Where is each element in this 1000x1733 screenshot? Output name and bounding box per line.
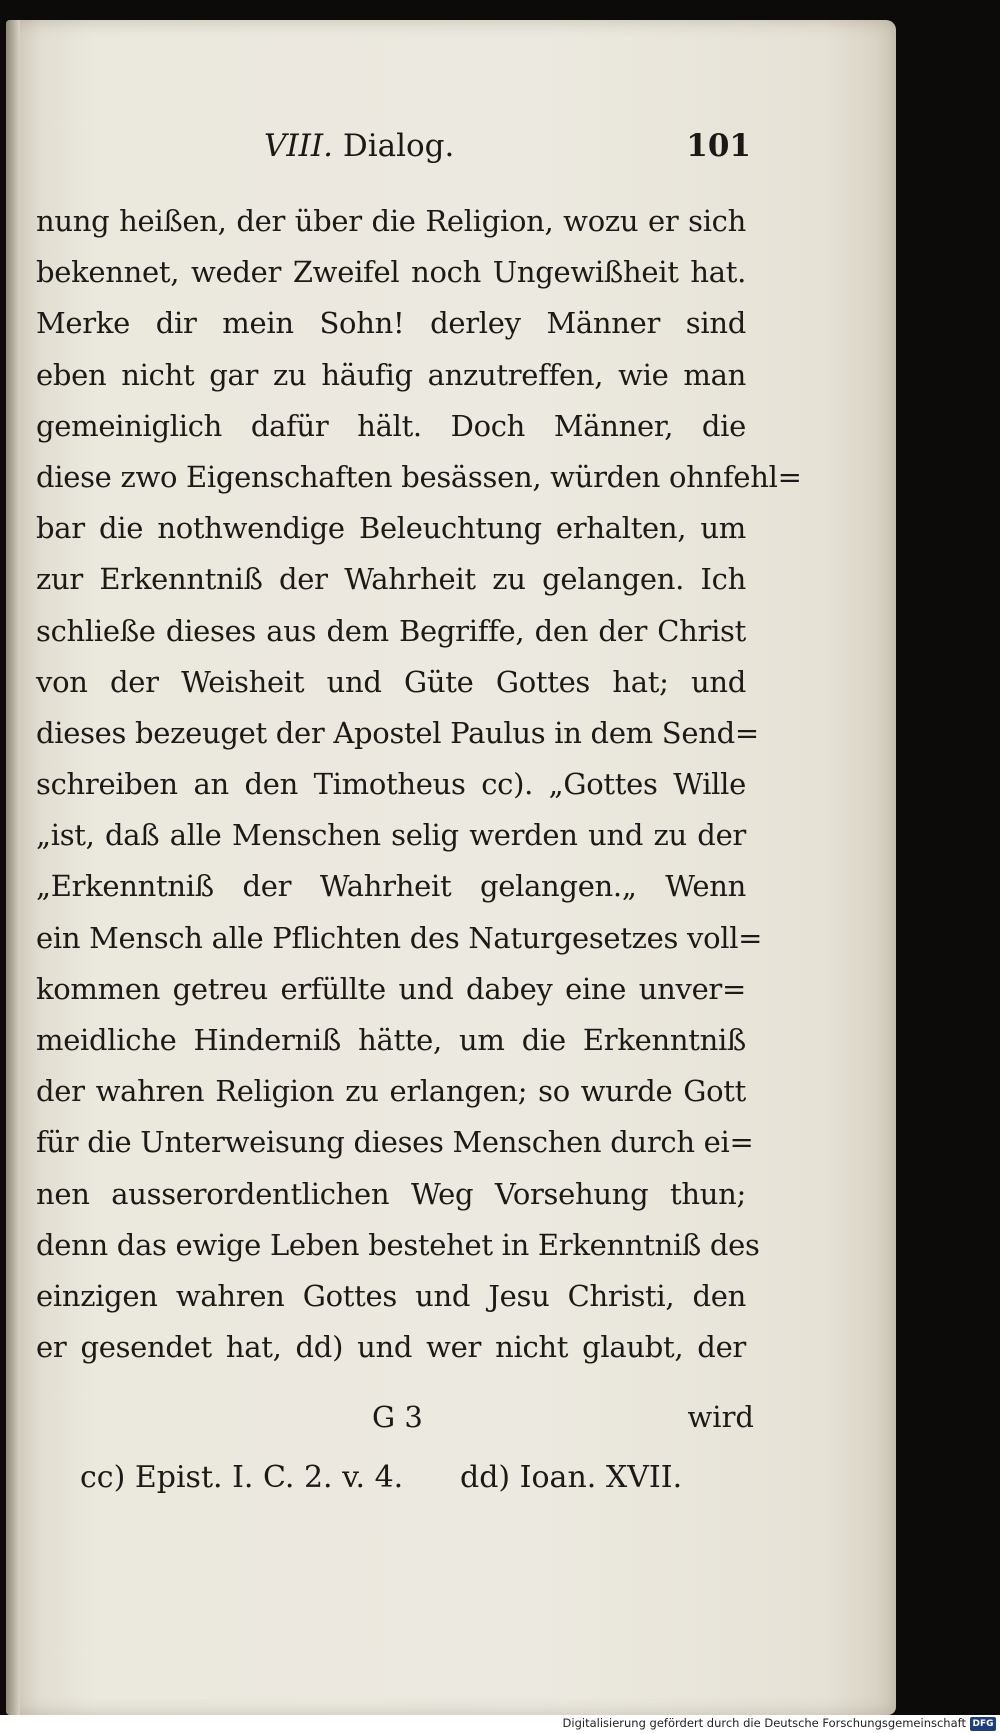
page-gutter bbox=[6, 20, 20, 1715]
running-header bbox=[256, 128, 751, 172]
catchword: wird bbox=[687, 1400, 754, 1434]
credit-text: Digitalisierung gefördert durch die Deutsche Forschungsgemeinschaft bbox=[562, 1716, 966, 1730]
signature-row bbox=[36, 1400, 754, 1448]
credit-bar bbox=[0, 1715, 1000, 1733]
chapter-numeral: VIII. bbox=[264, 128, 333, 164]
text-line: meidliche Hinderniß hätte, um die Erkenntniß bbox=[36, 1023, 746, 1057]
text-line: nen ausserordentlichen Weg Vorsehung thun; bbox=[36, 1176, 746, 1211]
footnote-cc: cc) Epist. I. C. 2. v. 4. bbox=[80, 1460, 404, 1495]
text-line: nung heißen, der über die Religion, wozu er sich bbox=[36, 204, 746, 238]
text-line: Merke dir mein Sohn! derley Männer sind bbox=[36, 306, 746, 341]
text-line: diese zwo Eigenschaften besässen, würden ohnfehl= bbox=[36, 459, 802, 494]
text-line: dieses bezeuget der Apostel Paulus in dem Send= bbox=[36, 715, 759, 750]
text-line: „Erkenntniß der Wahrheit gelangen.„ Wenn bbox=[36, 869, 746, 904]
text-line: für die Unterweisung dieses Menschen durch ei= bbox=[36, 1125, 754, 1160]
text-line: bar die nothwendige Beleuchtung erhalten, um bbox=[36, 511, 746, 546]
text-line: er gesendet hat, dd) und wer nicht glaubt, der bbox=[36, 1330, 746, 1365]
text-line: zur Erkenntniß der Wahrheit zu gelangen. Ich bbox=[36, 562, 746, 597]
text-line: schreiben an den Timotheus cc). „Gottes Wille bbox=[36, 767, 746, 802]
text-line: denn das ewige Leben bestehet in Erkenntniß des bbox=[36, 1227, 760, 1262]
text-line: bekennet, weder Zweifel noch Ungewißheit hat. bbox=[36, 255, 746, 290]
text-line: der wahren Religion zu erlangen; so wurde Gott bbox=[36, 1074, 746, 1109]
text-line: eben nicht gar zu häufig anzutreffen, wie man bbox=[36, 357, 746, 392]
signature-mark: G 3 bbox=[372, 1400, 423, 1434]
text-line: einzigen wahren Gottes und Jesu Christi, den bbox=[36, 1278, 746, 1313]
text-line: „ist, daß alle Menschen selig werden und zu der bbox=[36, 818, 746, 853]
text-line: von der Weisheit und Güte Gottes hat; und bbox=[36, 664, 746, 699]
footnote-dd: dd) Ioan. XVII. bbox=[460, 1460, 683, 1495]
text-line: gemeiniglich dafür hält. Doch Männer, die bbox=[36, 408, 746, 443]
text-line: kommen getreu erfüllte und dabey eine unver= bbox=[36, 971, 746, 1006]
dfg-logo: DFG bbox=[970, 1717, 996, 1731]
body-text bbox=[36, 196, 802, 1373]
chapter-title: Dialog. bbox=[342, 128, 455, 164]
running-title bbox=[264, 128, 454, 164]
page-number: 101 bbox=[686, 128, 751, 164]
text-line: schließe dieses aus dem Begriffe, den der Christ bbox=[36, 613, 746, 648]
footnotes bbox=[80, 1460, 720, 1504]
text-line: ein Mensch alle Pflichten des Naturgesetzes voll= bbox=[36, 920, 763, 955]
